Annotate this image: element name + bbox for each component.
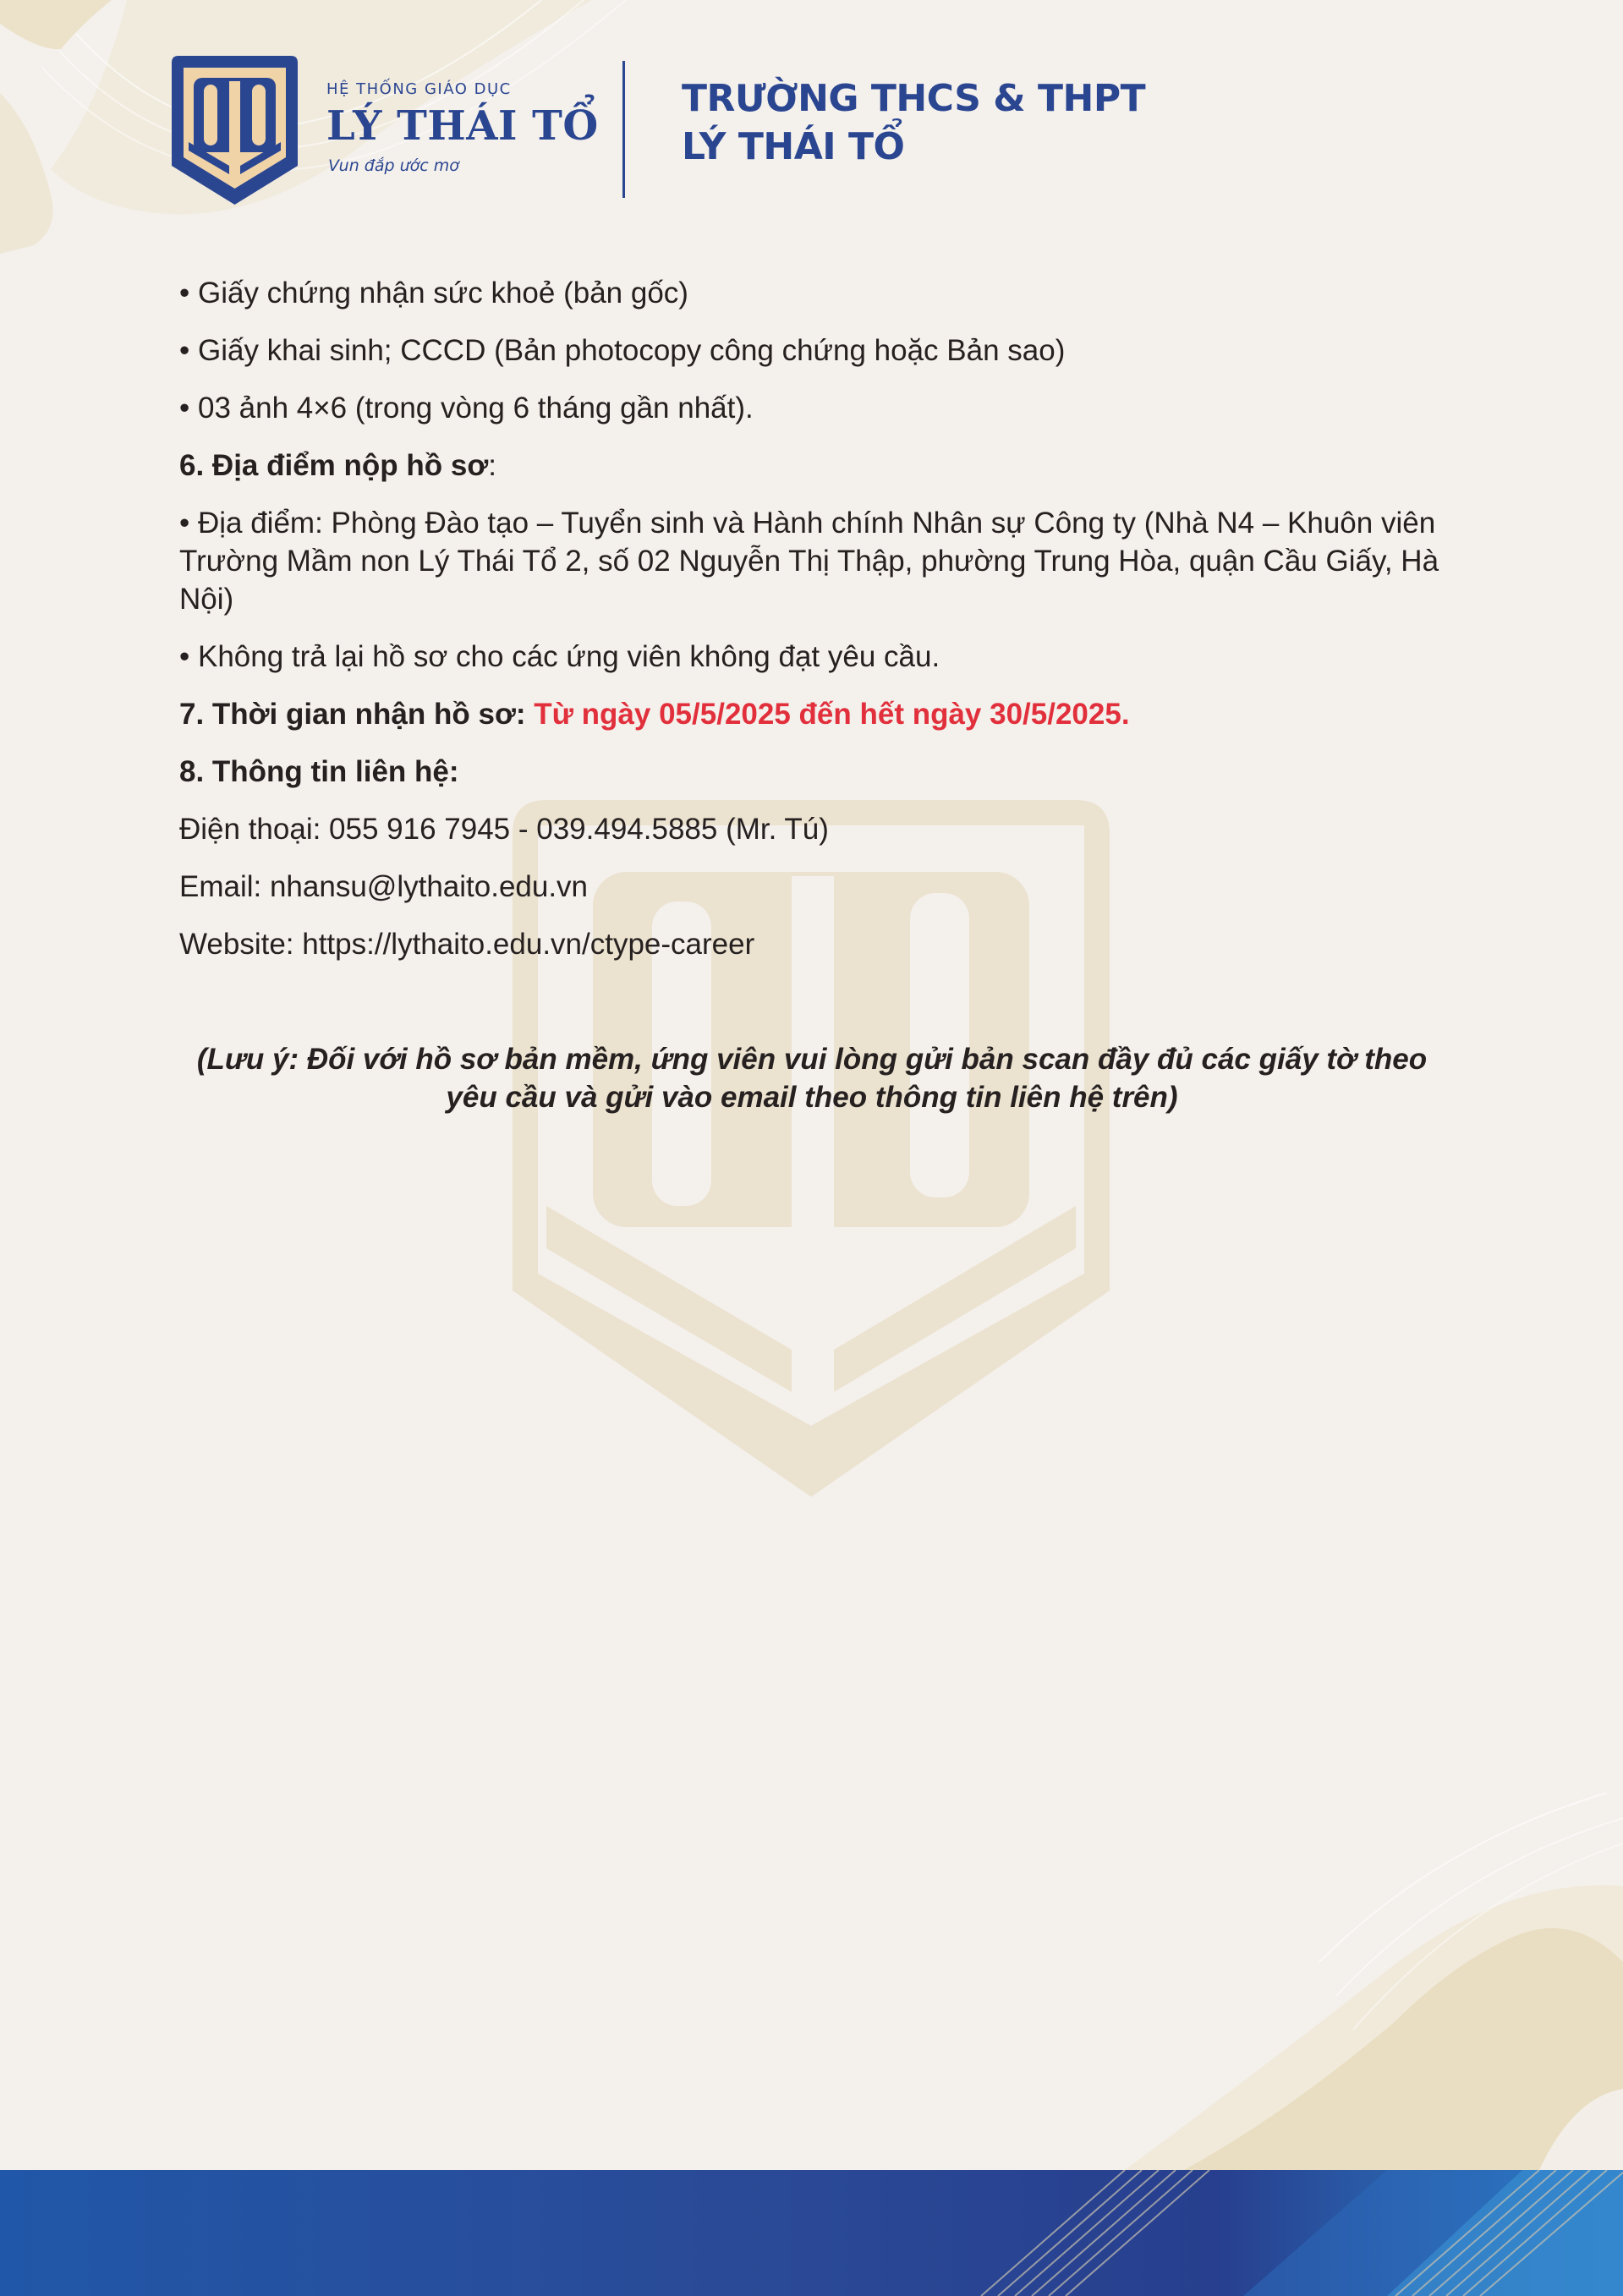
document-item-birth-certificate: • Giấy khai sinh; CCCD (Bản photocopy công chứng hoặc Bản sao)	[179, 334, 1066, 367]
contact-website: Website: https://lythaito.edu.vn/ctype-career	[179, 928, 755, 961]
section-7-heading	[179, 695, 1445, 733]
document-body	[179, 274, 1445, 963]
school-shield-logo-icon	[172, 56, 298, 205]
document-item-photos: • 03 ảnh 4×6 (trong vòng 6 tháng gần nhất).	[179, 392, 754, 425]
contact-email: Email: nhansu@lythaito.edu.vn	[179, 870, 589, 903]
brand-block	[326, 82, 599, 174]
no-return-notice: • Không trả lại hồ sơ cho các ứng viên không đạt yêu cầu.	[179, 640, 940, 673]
brand-kicker: HỆ THỐNG GIÁO DỤC	[326, 80, 512, 98]
contact-phone: Điện thoại: 055 916 7945 - 039.494.5885 (Mr. Tú)	[179, 813, 829, 846]
section-7-heading-text: 7. Thời gian nhận hồ sơ:	[179, 698, 526, 731]
document-item-health-certificate: • Giấy chứng nhận sức khoẻ (bản gốc)	[179, 277, 688, 310]
header-divider	[622, 61, 625, 198]
application-period: Từ ngày 05/5/2025 đến hết ngày 30/5/2025.	[534, 698, 1130, 731]
school-title	[682, 74, 1145, 171]
brand-name: LÝ THÁI TỔ	[326, 102, 599, 150]
section-6-heading-colon: :	[488, 449, 496, 482]
school-title-line1: TRƯỜNG THCS & THPT	[682, 77, 1146, 120]
section-6-heading-text: 6. Địa điểm nộp hồ sơ	[179, 449, 489, 482]
letterhead	[0, 0, 1623, 220]
section-8-heading: 8. Thông tin liên hệ:	[179, 755, 459, 788]
submission-location: • Địa điểm: Phòng Đào tạo – Tuyển sinh và Hành chính Nhân sự Công ty (Nhà N4 – Khuôn viên Trường Mầm non Lý Thái Tổ 2, số 02 Nguyễn Thị Thập, phường Trung Hòa, quận Cầu Giấy, Hà Nội)	[179, 507, 1439, 616]
section-6-heading	[179, 447, 1445, 485]
footer-band	[0, 2170, 1623, 2296]
school-title-line2: LÝ THÁI TỔ	[682, 125, 905, 168]
soft-copy-note: (Lưu ý: Đối với hồ sơ bản mềm, ứng viên vui lòng gửi bản scan đầy đủ các giấy tờ theo yêu cầu và gửi vào email theo thông tin liên hệ trên)	[196, 1043, 1428, 1114]
brand-slogan: Vun đắp ước mơ	[328, 156, 459, 175]
